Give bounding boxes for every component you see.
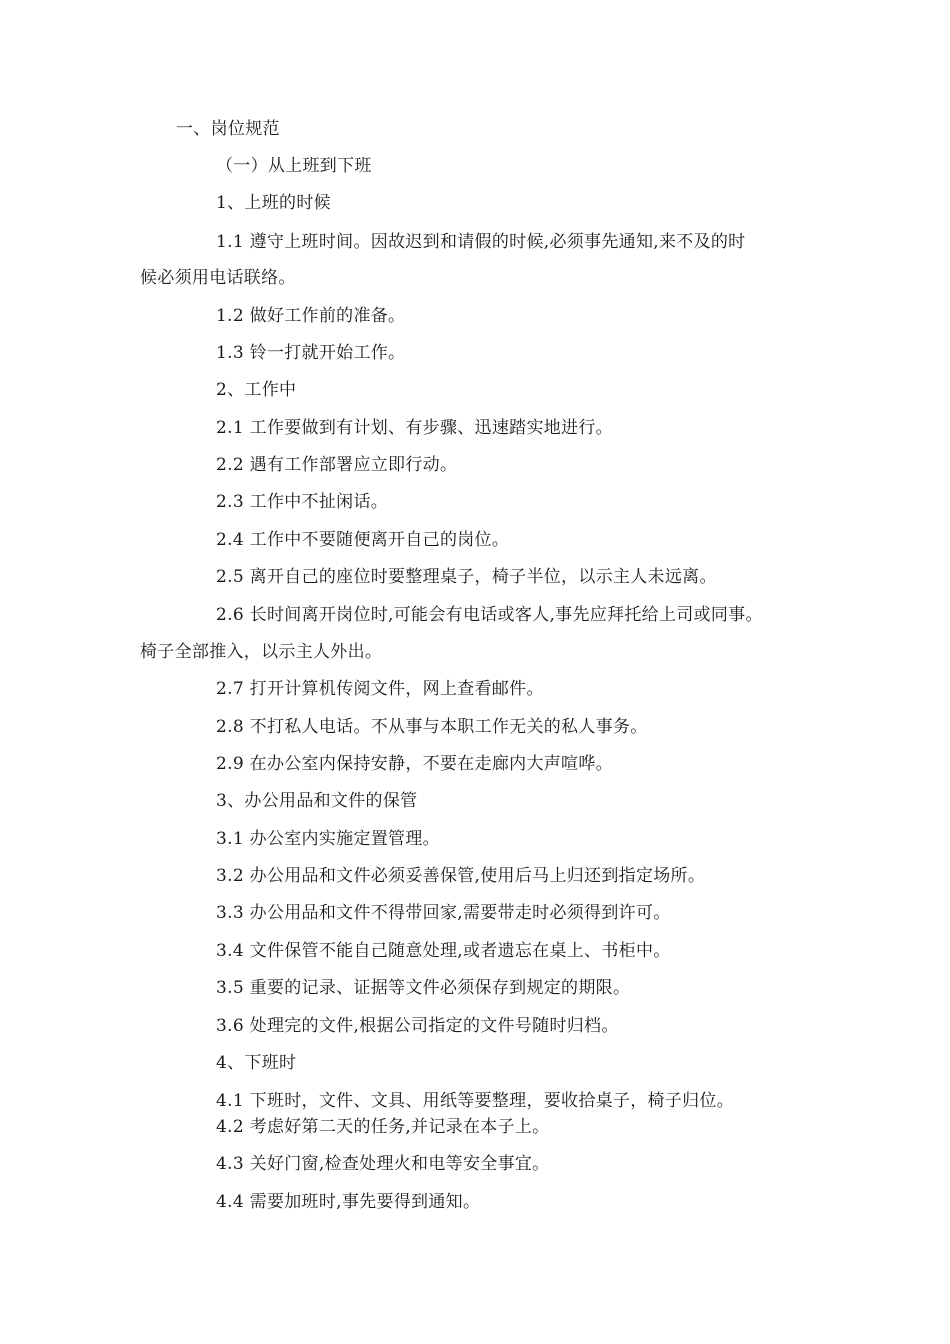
paragraph-line: 1.2 做好工作前的准备。 — [216, 306, 406, 326]
paragraph-line: 2.1 工作要做到有计划、有步骤、迅速踏实地进行。 — [216, 418, 613, 438]
paragraph-line: 3.4 文件保管不能自己随意处理,或者遗忘在桌上、书柜中。 — [216, 941, 671, 961]
item-heading: 4、下班时 — [216, 1053, 297, 1073]
item-heading: 3、办公用品和文件的保管 — [216, 791, 418, 811]
paragraph-line: 4.2 考虑好第二天的任务,并记录在本子上。 — [216, 1117, 550, 1137]
paragraph-line: 3.5 重要的记录、证据等文件必须保存到规定的期限。 — [216, 978, 631, 998]
paragraph-line: 3.3 办公用品和文件不得带回家,需要带走时必须得到许可。 — [216, 903, 671, 923]
paragraph-line: 2.3 工作中不扯闲话。 — [216, 492, 389, 512]
paragraph-line: 1.1 遵守上班时间。因故迟到和请假的时候,必须事先通知,来不及的时 — [216, 232, 746, 252]
paragraph-line: 3.1 办公室内实施定置管理。 — [216, 829, 440, 849]
paragraph-line: 2.9 在办公室内保持安静，不要在走廊内大声喧哗。 — [216, 754, 613, 774]
paragraph-line: 4.4 需要加班时,事先要得到通知。 — [216, 1192, 481, 1212]
paragraph-line: 2.2 遇有工作部署应立即行动。 — [216, 455, 458, 475]
item-heading: 1、上班的时候 — [216, 193, 331, 213]
paragraph-line: 椅子全部推入，以示主人外出。 — [140, 642, 383, 662]
paragraph-line: 3.2 办公用品和文件必须妥善保管,使用后马上归还到指定场所。 — [216, 866, 706, 886]
subsection-heading: （一）从上班到下班 — [216, 156, 372, 176]
section-heading: 一、岗位规范 — [176, 119, 280, 139]
paragraph-line: 4.1 下班时，文件、文具、用纸等要整理，要收拾桌子，椅子归位。 — [216, 1091, 735, 1111]
paragraph-line: 2.8 不打私人电话。不从事与本职工作无关的私人事务。 — [216, 717, 648, 737]
paragraph-line: 候必须用电话联络。 — [140, 268, 296, 288]
paragraph-line: 3.6 处理完的文件,根据公司指定的文件号随时归档。 — [216, 1016, 619, 1036]
paragraph-line: 2.7 打开计算机传阅文件，网上查看邮件。 — [216, 679, 544, 699]
paragraph-line: 2.6 长时间离开岗位时,可能会有电话或客人,事先应拜托给上司或同事。 — [216, 605, 763, 625]
item-heading: 2、工作中 — [216, 380, 297, 400]
paragraph-line: 1.3 铃一打就开始工作。 — [216, 343, 406, 363]
paragraph-line: 2.5 离开自己的座位时要整理桌子，椅子半位，以示主人未远离。 — [216, 567, 717, 587]
paragraph-line: 2.4 工作中不要随便离开自己的岗位。 — [216, 530, 510, 550]
paragraph-line: 4.3 关好门窗,检查处理火和电等安全事宜。 — [216, 1154, 550, 1174]
